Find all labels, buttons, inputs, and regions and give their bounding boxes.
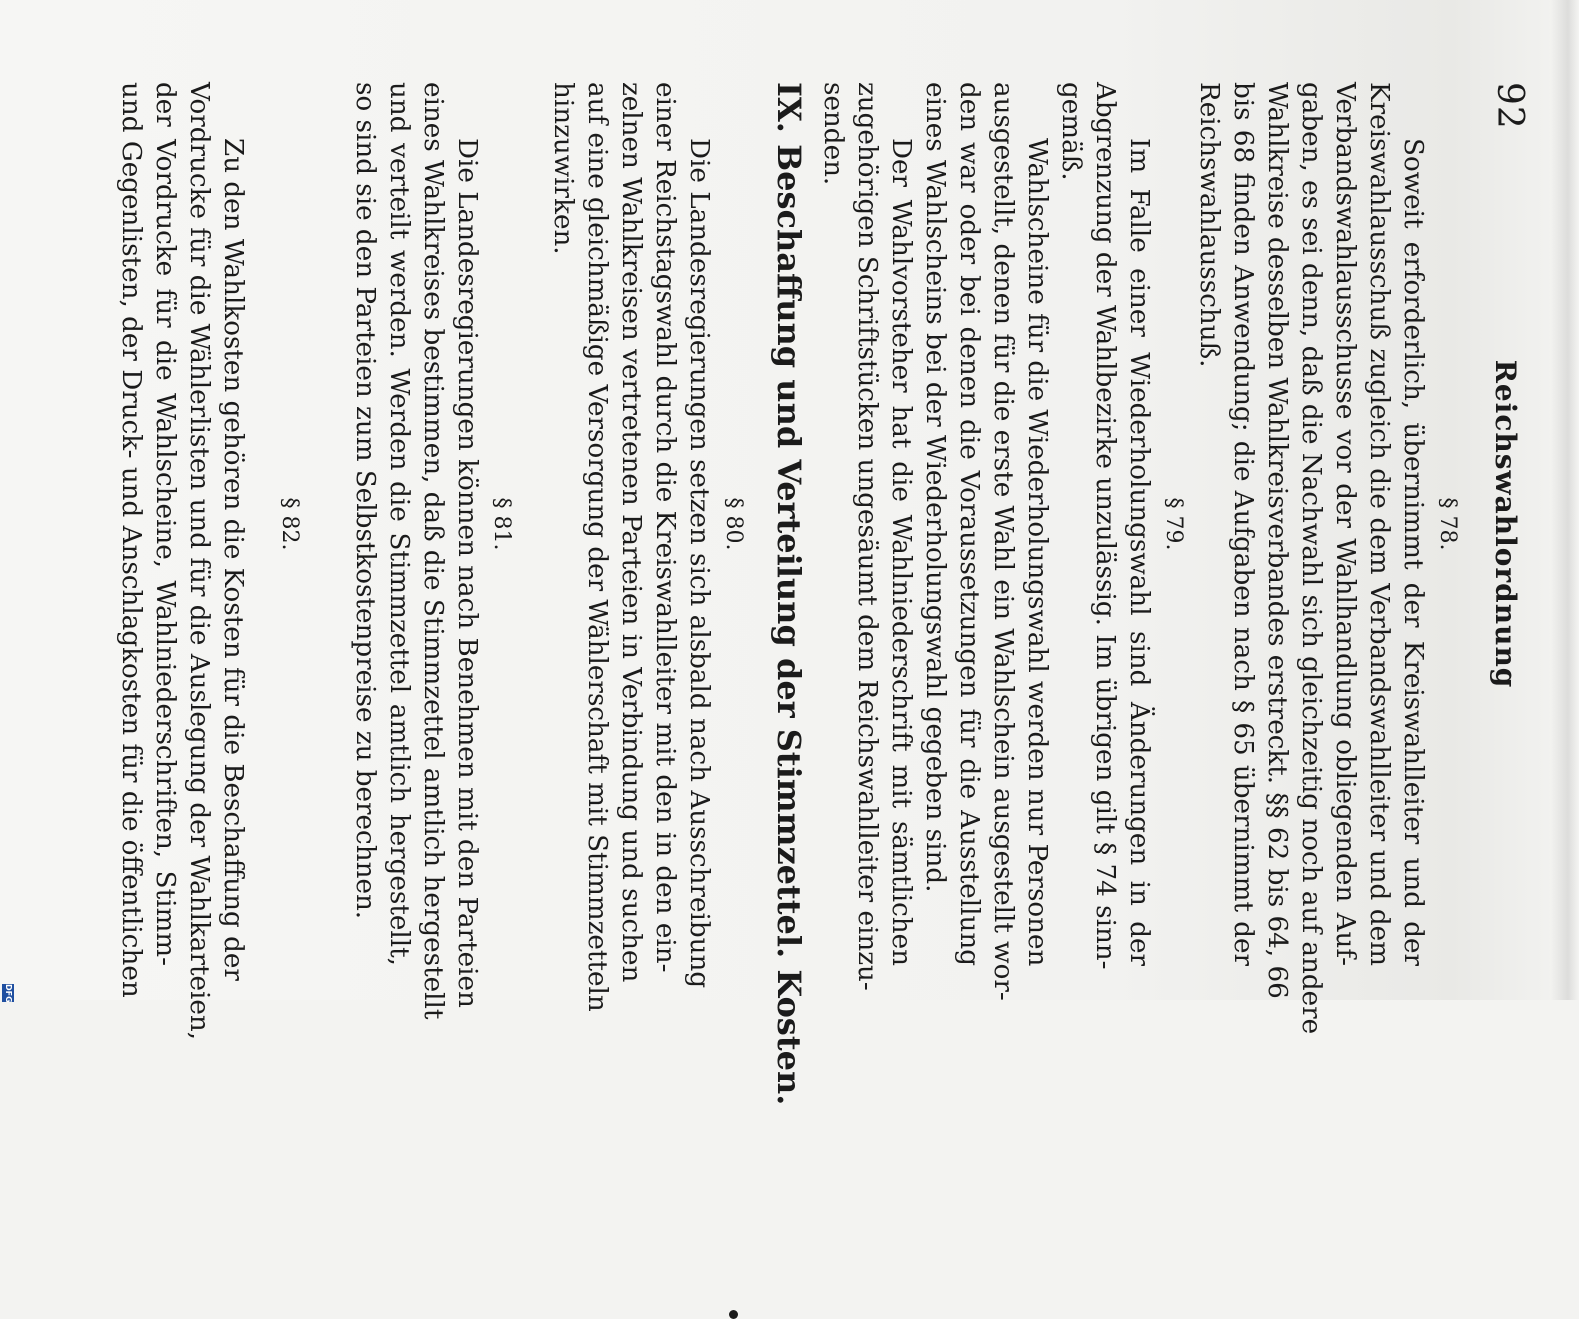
digitization-notice (0, 640, 16, 1003)
running-title: Reichswahlordnung (1489, 359, 1522, 689)
paragraph-79-line: Wahlscheine für die Wiederholungswahl werden nur Personen (1022, 138, 1052, 967)
paragraph-80-line: einer Reichstagswahl durch die Kreiswahlleiter mit den in den ein- (650, 82, 680, 973)
paragraph-78-line: bis 68 finden Anwendung; die Aufgaben nach § 65 übernimmt der (1228, 82, 1258, 966)
page-number: 92 (1489, 82, 1530, 130)
paragraph-81-heading: § 81. (489, 497, 514, 551)
section-heading: IX. Beschaffung und Verteilung der Stimmzettel. Kosten. (770, 82, 808, 1106)
paragraph-82-line: Vordrucke für die Wählerlisten und für die Auslegung der Wahlkarteien, (184, 82, 214, 1041)
paragraph-79-line: eines Wahlscheins bei der Wiederholungswahl gegeben sind. (920, 82, 950, 893)
paragraph-79-line: senden. (818, 82, 848, 186)
paragraph-82-heading: § 82. (277, 497, 302, 551)
paragraph-81-line: und verteilt werden. Werden die Stimmzettel amtlich hergestellt, (384, 82, 414, 966)
paragraph-80-line: Die Landesregierungen setzen sich alsbald nach Ausschreibung (684, 138, 714, 989)
paragraph-78-line: Verbandswahlausschusse vor der Wahlhandlung obliegenden Auf- (1330, 82, 1360, 966)
ink-speck (729, 1310, 738, 1319)
paragraph-80-line: zelnen Wahlkreisen vertretenen Parteien in Verbindung und suchen (616, 82, 646, 983)
paragraph-79-line: gemäß. (1056, 82, 1086, 181)
paragraph-79-line: zugehörigen Schriftstücken ungesäumt dem Reichswahlleiter einzu- (852, 82, 882, 991)
paragraph-79-heading: § 79. (1161, 497, 1186, 551)
page-binding-edge (1551, 0, 1579, 1000)
paragraph-78-line: Reichswahlausschuß. (1194, 82, 1224, 368)
paragraph-79-line: den war oder bei denen die Voraussetzungen für die Ausstellung (954, 82, 984, 966)
paragraph-81-line: eines Wahlkreises bestimmen, daß die Stimmzettel amtlich hergestellt (418, 82, 448, 1020)
paragraph-78-line: Kreiswahlausschuß zugleich die dem Verbandswahlleiter und dem (1364, 82, 1394, 966)
paragraph-82-line: Zu den Wahlkosten gehören die Kosten für die Beschaffung der (218, 138, 248, 981)
paragraph-79-line: Im Falle einer Wiederholungswahl sind Änderungen in der (1124, 138, 1154, 966)
dfg-logo (2, 984, 14, 1002)
page-header (1470, 82, 1530, 966)
paragraph-80-line: auf eine gleichmäßige Versorgung der Wählerschaft mit Stimmzetteln (582, 82, 612, 1012)
paragraph-78-line: gaben, es sei denn, daß die Nachwahl sich gleichzeitig noch auf andere (1296, 82, 1326, 1035)
paragraph-79-line: Der Wahlvorsteher hat die Wahlniederschrift mit sämtlichen (886, 138, 916, 966)
paragraph-82-line: und Gegenlisten, der Druck- und Anschlagkosten für die öffentlichen (116, 82, 146, 998)
paragraph-82-line: der Vordrucke für die Wahlscheine, Wahlniederschriften, Stimm- (150, 82, 180, 966)
paragraph-81-line: so sind sie den Parteien zum Selbstkostenpreise zu berechnen. (350, 82, 380, 920)
paragraph-78-line: Soweit erforderlich, übernimmt der Kreiswahlleiter und der (1398, 138, 1428, 966)
document-page (80, 82, 1530, 1106)
paragraph-81-line: Die Landesregierungen können nach Benehmen mit den Parteien (452, 138, 482, 1008)
dfg-logo-text: DFG (4, 984, 13, 1003)
paragraph-80-line: hinzuwirken. (548, 82, 578, 255)
paragraph-79-line: Abgrenzung der Wahlbezirke unzulässig. Im übrigen gilt § 74 sinn- (1090, 82, 1120, 970)
paragraph-78-heading: § 78. (1435, 497, 1460, 551)
paragraph-78-line: Wahlkreise desselben Wahlkreisverbandes erstreckt. §§ 62 bis 64, 66 (1262, 82, 1292, 999)
funding-note (0, 640, 2, 980)
paragraph-79-line: ausgestellt, denen für die erste Wahl ein Wahlschein ausgestellt wor- (988, 82, 1018, 1001)
paragraph-80-heading: § 80. (721, 497, 746, 551)
